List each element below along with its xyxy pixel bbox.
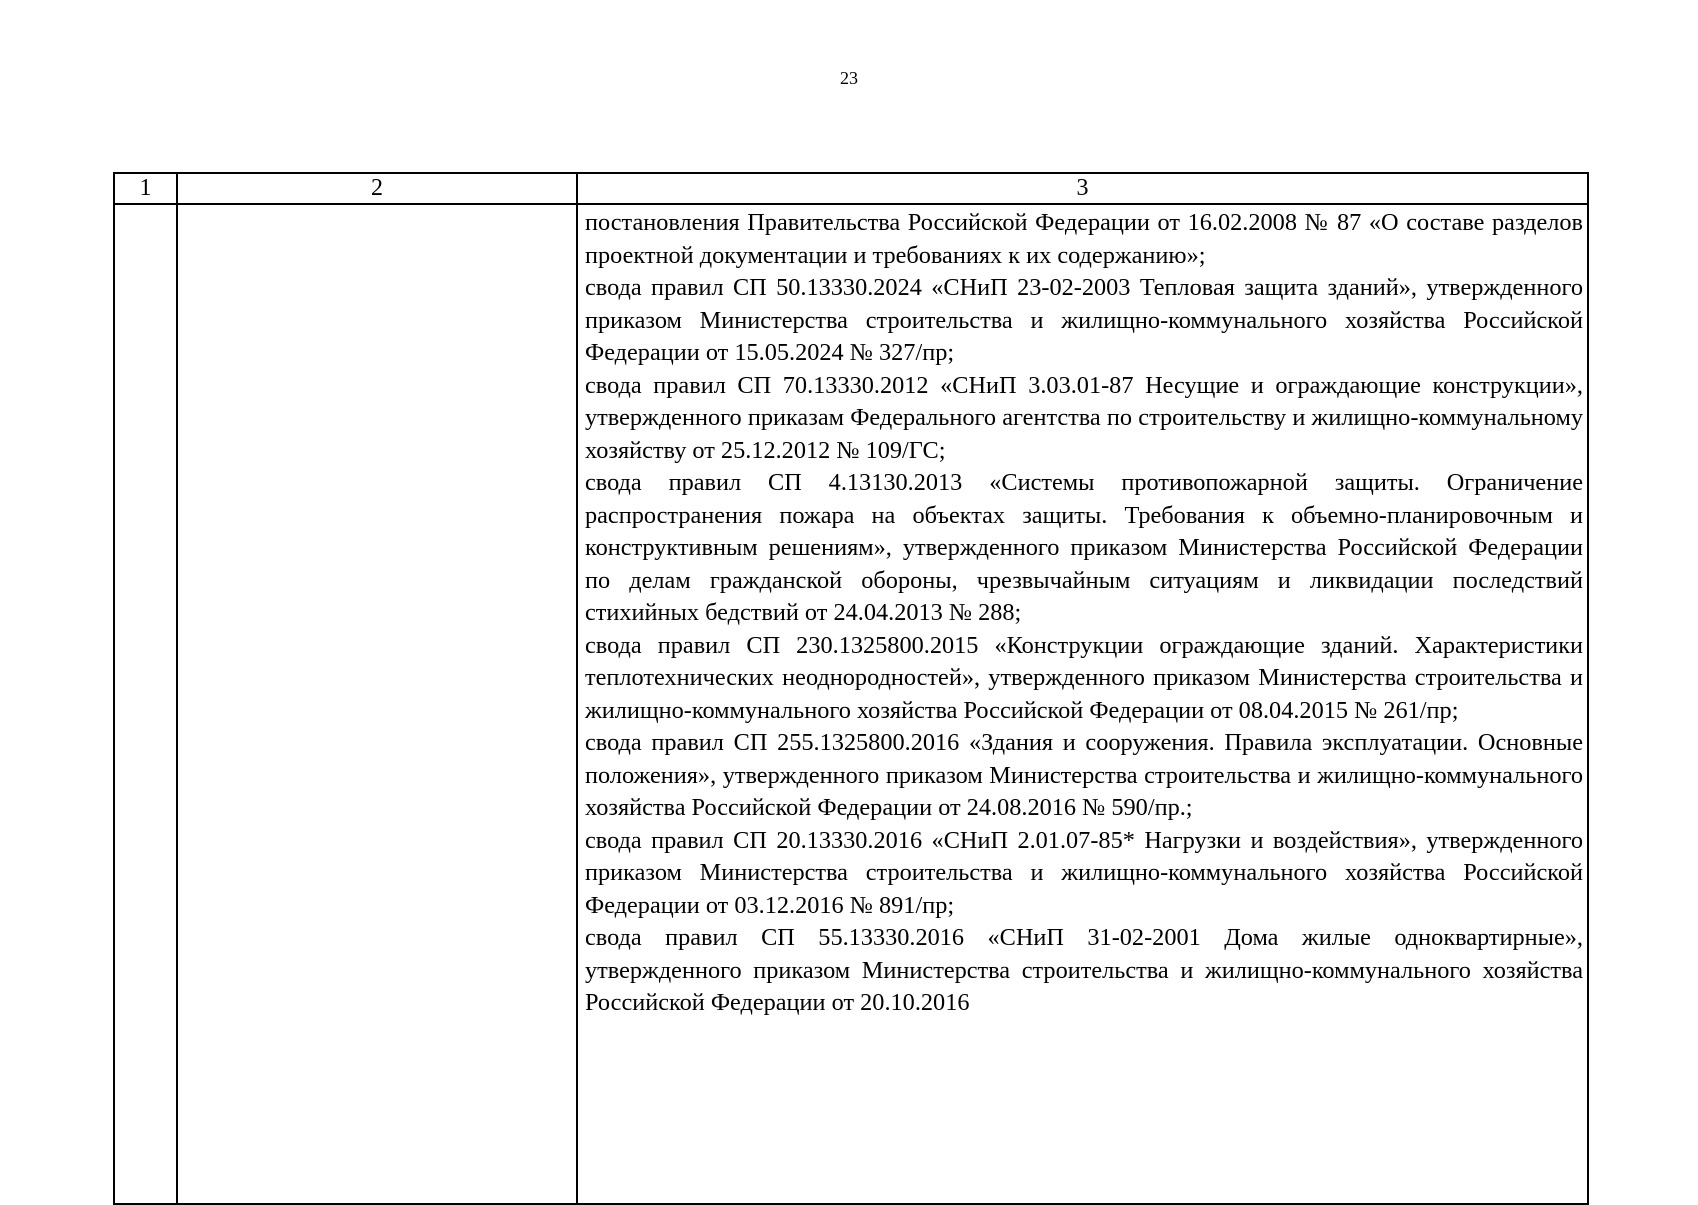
- regulation-entry: постановления Правительства Российской Федерации от 16.02.2008 № 87 «О составе разделов проектной документации и требованиях к их содержанию»;: [585, 209, 1583, 269]
- document-table: [113, 172, 1589, 1205]
- regulation-entry: свода правил СП 20.13330.2016 «СНиП 2.01.07-85* Нагрузки и воздействия», утвержденного приказом Министерства строительства и жилищно-коммунального хозяйства Российской Федерации от 03.12.2016 № 891/пр;: [585, 826, 1583, 919]
- table-row: [114, 204, 1588, 1204]
- regulation-entry: свода правил СП 255.1325800.2016 «Здания и сооружения. Правила эксплуатации. Основные положения», утвержденного приказом Министерства строительства и жилищно-коммунального хозяйства Российской Федерации от 24.08.2016 № 590/пр.;: [585, 729, 1583, 821]
- regulation-entry: свода правил СП 70.13330.2012 «СНиП 3.03.01-87 Несущие и ограждающие конструкции», утвержденного приказам Федерального агентства по строительству и жилищно-коммунальному хозяйству от 25.12.2012 № 109/ГС;: [585, 371, 1583, 464]
- column-header-3: 3: [577, 173, 1588, 204]
- page-number: 23: [840, 68, 858, 88]
- regulation-entry: свода правил СП 230.1325800.2015 «Конструкции ограждающие зданий. Характеристики теплотехнических неоднородностей», утвержденного приказом Министерства строительства и жилищно-коммунального хозяйства Российской Федерации от 08.04.2015 № 261/пр;: [585, 631, 1583, 724]
- column-header-1: 1: [114, 173, 177, 204]
- regulation-entry: свода правил СП 55.13330.2016 «СНиП 31-02-2001 Дома жилые одноквартирные», утвержденного приказом Министерства строительства и жилищно-коммунального хозяйства Российской Федерации от 20.10.2016: [585, 924, 1583, 1016]
- regulation-entry: свода правил СП 4.13130.2013 «Системы противопожарной защиты. Ограничение распространения пожара на объектах защиты. Требования к объемно-планировочным и конструктивным решениям», утвержденного приказом Министерства Российской Федерации по делам гражданской обороны, чрезвычайным ситуациям и ликвидации последствий стихийных бедствий от 24.04.2013 № 288;: [585, 469, 1583, 626]
- table-header-row: [114, 173, 1588, 204]
- column-header-2: 2: [177, 173, 577, 204]
- table-cell-col2: [177, 204, 577, 1204]
- table-cell-col1: [114, 204, 177, 1204]
- regulation-entry: свода правил СП 50.13330.2024 «СНиП 23-02-2003 Тепловая защита зданий», утвержденного приказом Министерства строительства и жилищно-коммунального хозяйства Российской Федерации от 15.05.2024 № 327/пр;: [585, 274, 1583, 366]
- table-cell-col3: [577, 204, 1588, 1204]
